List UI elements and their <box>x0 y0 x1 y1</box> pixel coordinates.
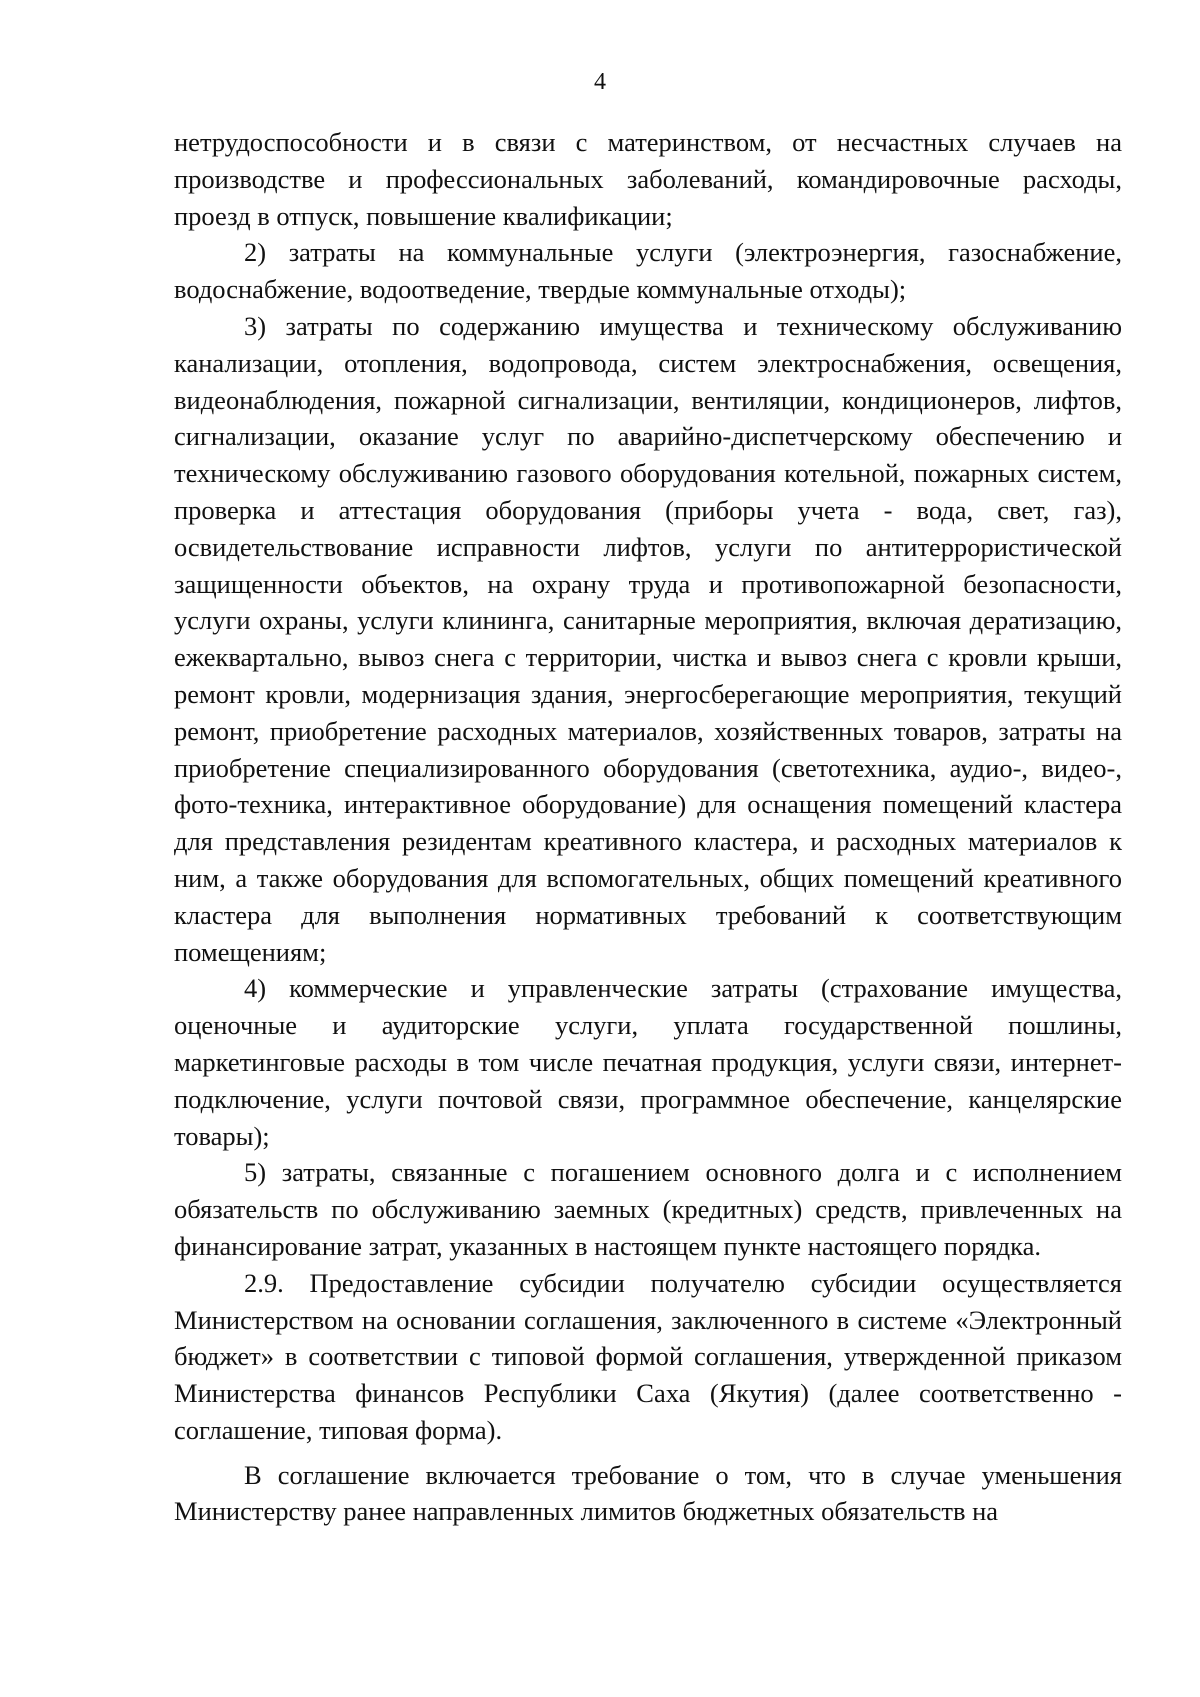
paragraph-continuation: нетрудоспособности и в связи с материнством, от несчастных случаев на производстве и профессиональных заболеваний, командировочные расходы, проезд в отпуск, повышение квалификации; <box>174 127 1122 231</box>
paragraph-agreement-requirement: В соглашение включается требование о том, что в случае уменьшения Министерству ранее направленных лимитов бюджетных обязательств на <box>174 1459 1122 1527</box>
paragraph-item-2: 2) затраты на коммунальные услуги (электроэнергия, газоснабжение, водоснабжение, водоотведение, твердые коммунальные отходы); <box>174 237 1122 305</box>
paragraph-item-3: 3) затраты по содержанию имущества и техническому обслуживанию канализации, отопления, водопровода, систем электроснабжения, освещения, видеонаблюдения, пожарной сигнализации, вентиляции, кондиционеров, лифтов, сигнализации, оказание услуг по аварийно-диспетчерскому обеспечению и техническому обслуживанию газового оборудования котельной, пожарных систем, проверка и аттестация оборудования (приборы учета - вода, свет, газ), освидетельствование исправности лифтов, услуги по антитеррористической защищенности объектов, на охрану труда и противопожарной безопасности, услуги охраны, услуги клининга, санитарные мероприятия, включая дератизацию, ежеквартально, вывоз снега с территории, чистка и вывоз снега с кровли крыши, ремонт кровли, модернизация здания, энергосберегающие мероприятия, текущий ремонт, приобретение расходных материалов, хозяйственных товаров, затраты на приобретение специализированного оборудования (светотехника, аудио-, видео-, фото-техника, интерактивное оборудование) для оснащения помещений кластера для представления резидентам креативного кластера, и расходных материалов к ним, а также оборудования для вспомогательных, общих помещений креативного кластера для выполнения нормативных требований к соответствующим помещениям; <box>174 310 1122 967</box>
paragraph-item-4: 4) коммерческие и управленческие затраты (страхование имущества, оценочные и аудиторские услуги, уплата государственной пошлины, маркетинговые расходы в том числе печатная продукция, услуги связи, интернет-подключение, услуги почтовой связи, программное обеспечение, канцелярские товары); <box>174 973 1122 1151</box>
page-number: 4 <box>594 69 606 95</box>
paragraph-item-5: 5) затраты, связанные с погашением основного долга и с исполнением обязательств по обслуживанию заемных (кредитных) средств, привлеченных на финансирование затрат, указанных в настоящем пункте настоящего порядка. <box>174 1157 1122 1261</box>
document-body <box>174 124 1122 1530</box>
paragraph-clause-2-9: 2.9. Предоставление субсидии получателю субсидии осуществляется Министерством на основании соглашения, заключенного в системе «Электронный бюджет» в соответствии с типовой формой соглашения, утвержденной приказом Министерства финансов Республики Саха (Якутия) (далее соответственно - соглашение, типовая форма). <box>174 1267 1122 1445</box>
